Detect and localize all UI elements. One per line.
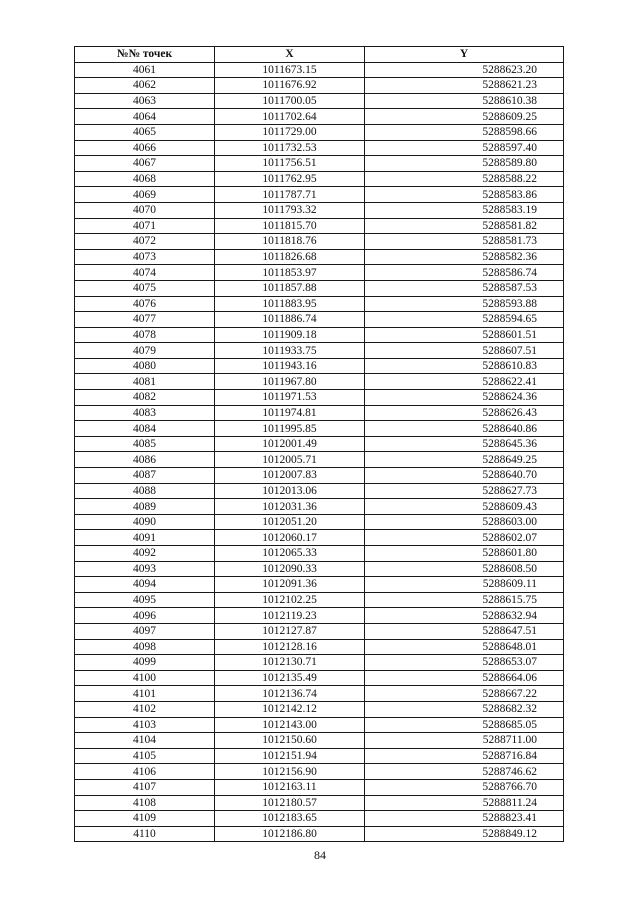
- cell-point-number: 4107: [75, 779, 215, 795]
- table-row: [75, 811, 564, 827]
- cell-x: 1011700.05: [215, 93, 365, 109]
- cell-y: 5288603.00: [365, 514, 564, 530]
- table-row: [75, 421, 564, 437]
- cell-x: 1011818.76: [215, 234, 365, 250]
- cell-y: 5288640.86: [365, 421, 564, 437]
- cell-y: 5288583.19: [365, 202, 564, 218]
- table-row: [75, 234, 564, 250]
- cell-point-number: 4105: [75, 748, 215, 764]
- cell-point-number: 4088: [75, 483, 215, 499]
- table-row: [75, 312, 564, 328]
- cell-point-number: 4101: [75, 686, 215, 702]
- cell-point-number: 4077: [75, 312, 215, 328]
- cell-point-number: 4072: [75, 234, 215, 250]
- cell-y: 5288627.73: [365, 483, 564, 499]
- table-row: [75, 577, 564, 593]
- cell-x: 1012130.71: [215, 655, 365, 671]
- cell-y: 5288626.43: [365, 405, 564, 421]
- cell-y: 5288682.32: [365, 701, 564, 717]
- cell-y: 5288601.51: [365, 327, 564, 343]
- cell-y: 5288608.50: [365, 561, 564, 577]
- table-row: [75, 670, 564, 686]
- cell-point-number: 4087: [75, 468, 215, 484]
- cell-point-number: 4081: [75, 374, 215, 390]
- cell-x: 1012013.06: [215, 483, 365, 499]
- cell-x: 1011815.70: [215, 218, 365, 234]
- cell-point-number: 4089: [75, 499, 215, 515]
- table-row: [75, 343, 564, 359]
- cell-y: 5288581.73: [365, 234, 564, 250]
- table-row: [75, 514, 564, 530]
- cell-point-number: 4106: [75, 764, 215, 780]
- cell-x: 1012128.16: [215, 639, 365, 655]
- table-row: [75, 779, 564, 795]
- cell-x: 1011967.80: [215, 374, 365, 390]
- table-row: [75, 561, 564, 577]
- cell-x: 1012031.36: [215, 499, 365, 515]
- table-row: [75, 327, 564, 343]
- cell-x: 1011933.75: [215, 343, 365, 359]
- cell-point-number: 4063: [75, 93, 215, 109]
- cell-x: 1012135.49: [215, 670, 365, 686]
- cell-point-number: 4094: [75, 577, 215, 593]
- table-row: [75, 764, 564, 780]
- cell-point-number: 4096: [75, 608, 215, 624]
- cell-y: 5288615.75: [365, 592, 564, 608]
- cell-point-number: 4067: [75, 156, 215, 172]
- cell-y: 5288581.82: [365, 218, 564, 234]
- cell-x: 1011676.92: [215, 78, 365, 94]
- table-row: [75, 171, 564, 187]
- cell-point-number: 4109: [75, 811, 215, 827]
- cell-point-number: 4064: [75, 109, 215, 125]
- table-row: [75, 62, 564, 78]
- cell-y: 5288640.70: [365, 468, 564, 484]
- cell-x: 1011853.97: [215, 265, 365, 281]
- table-row: [75, 717, 564, 733]
- cell-y: 5288667.22: [365, 686, 564, 702]
- table-row: [75, 187, 564, 203]
- table-row: [75, 390, 564, 406]
- table-row: [75, 280, 564, 296]
- cell-x: 1012119.23: [215, 608, 365, 624]
- cell-x: 1012143.00: [215, 717, 365, 733]
- cell-x: 1012156.90: [215, 764, 365, 780]
- cell-x: 1012127.87: [215, 623, 365, 639]
- cell-x: 1012005.71: [215, 452, 365, 468]
- table-row: [75, 468, 564, 484]
- table-row: [75, 592, 564, 608]
- cell-x: 1012065.33: [215, 546, 365, 562]
- table-row: [75, 546, 564, 562]
- cell-y: 5288623.20: [365, 62, 564, 78]
- cell-y: 5288746.62: [365, 764, 564, 780]
- table-row: [75, 733, 564, 749]
- table-header-row: [75, 47, 564, 63]
- cell-point-number: 4076: [75, 296, 215, 312]
- cell-x: 1012151.94: [215, 748, 365, 764]
- table-body: [75, 62, 564, 842]
- cell-x: 1012136.74: [215, 686, 365, 702]
- cell-point-number: 4084: [75, 421, 215, 437]
- cell-y: 5288645.36: [365, 436, 564, 452]
- cell-x: 1011974.81: [215, 405, 365, 421]
- cell-x: 1011886.74: [215, 312, 365, 328]
- cell-point-number: 4074: [75, 265, 215, 281]
- cell-point-number: 4090: [75, 514, 215, 530]
- table-row: [75, 686, 564, 702]
- cell-point-number: 4085: [75, 436, 215, 452]
- cell-x: 1012091.36: [215, 577, 365, 593]
- cell-y: 5288587.53: [365, 280, 564, 296]
- cell-point-number: 4080: [75, 358, 215, 374]
- cell-point-number: 4086: [75, 452, 215, 468]
- table-row: [75, 156, 564, 172]
- cell-point-number: 4095: [75, 592, 215, 608]
- cell-point-number: 4091: [75, 530, 215, 546]
- cell-point-number: 4092: [75, 546, 215, 562]
- cell-x: 1011909.18: [215, 327, 365, 343]
- table-row: [75, 452, 564, 468]
- table-row: [75, 78, 564, 94]
- cell-y: 5288582.36: [365, 249, 564, 265]
- cell-y: 5288602.07: [365, 530, 564, 546]
- table-row: [75, 202, 564, 218]
- table-row: [75, 405, 564, 421]
- cell-y: 5288601.80: [365, 546, 564, 562]
- cell-x: 1012102.25: [215, 592, 365, 608]
- cell-y: 5288610.83: [365, 358, 564, 374]
- table-row: [75, 93, 564, 109]
- cell-point-number: 4068: [75, 171, 215, 187]
- cell-x: 1011756.51: [215, 156, 365, 172]
- cell-point-number: 4069: [75, 187, 215, 203]
- cell-x: 1011793.32: [215, 202, 365, 218]
- cell-point-number: 4093: [75, 561, 215, 577]
- cell-y: 5288811.24: [365, 795, 564, 811]
- table-row: [75, 374, 564, 390]
- cell-y: 5288586.74: [365, 265, 564, 281]
- cell-x: 1012183.65: [215, 811, 365, 827]
- page-number: 84: [314, 848, 326, 862]
- cell-point-number: 4079: [75, 343, 215, 359]
- cell-x: 1011729.00: [215, 124, 365, 140]
- cell-x: 1012163.11: [215, 779, 365, 795]
- cell-y: 5288588.22: [365, 171, 564, 187]
- table-row: [75, 639, 564, 655]
- cell-x: 1011971.53: [215, 390, 365, 406]
- cell-x: 1011673.15: [215, 62, 365, 78]
- table-row: [75, 655, 564, 671]
- table-row: [75, 124, 564, 140]
- cell-x: 1012142.12: [215, 701, 365, 717]
- cell-x: 1011732.53: [215, 140, 365, 156]
- cell-y: 5288609.43: [365, 499, 564, 515]
- cell-y: 5288598.66: [365, 124, 564, 140]
- table-row: [75, 358, 564, 374]
- cell-x: 1011943.16: [215, 358, 365, 374]
- cell-point-number: 4097: [75, 623, 215, 639]
- cell-point-number: 4082: [75, 390, 215, 406]
- table-row: [75, 701, 564, 717]
- cell-point-number: 4066: [75, 140, 215, 156]
- cell-point-number: 4083: [75, 405, 215, 421]
- cell-point-number: 4071: [75, 218, 215, 234]
- cell-x: 1012186.80: [215, 826, 365, 842]
- cell-x: 1012150.60: [215, 733, 365, 749]
- table-row: [75, 218, 564, 234]
- cell-y: 5288647.51: [365, 623, 564, 639]
- table-row: [75, 140, 564, 156]
- cell-x: 1011857.88: [215, 280, 365, 296]
- cell-point-number: 4103: [75, 717, 215, 733]
- cell-y: 5288653.07: [365, 655, 564, 671]
- cell-y: 5288597.40: [365, 140, 564, 156]
- cell-x: 1011762.95: [215, 171, 365, 187]
- cell-y: 5288594.65: [365, 312, 564, 328]
- table-row: [75, 795, 564, 811]
- cell-y: 5288849.12: [365, 826, 564, 842]
- cell-point-number: 4100: [75, 670, 215, 686]
- cell-y: 5288766.70: [365, 779, 564, 795]
- table-row: [75, 826, 564, 842]
- cell-point-number: 4075: [75, 280, 215, 296]
- cell-point-number: 4108: [75, 795, 215, 811]
- cell-point-number: 4099: [75, 655, 215, 671]
- cell-x: 1011995.85: [215, 421, 365, 437]
- cell-point-number: 4104: [75, 733, 215, 749]
- cell-x: 1012001.49: [215, 436, 365, 452]
- cell-point-number: 4061: [75, 62, 215, 78]
- cell-point-number: 4070: [75, 202, 215, 218]
- cell-x: 1012060.17: [215, 530, 365, 546]
- cell-y: 5288711.00: [365, 733, 564, 749]
- table-row: [75, 608, 564, 624]
- cell-point-number: 4098: [75, 639, 215, 655]
- table-row: [75, 436, 564, 452]
- cell-y: 5288622.41: [365, 374, 564, 390]
- cell-y: 5288685.05: [365, 717, 564, 733]
- cell-y: 5288664.06: [365, 670, 564, 686]
- cell-point-number: 4110: [75, 826, 215, 842]
- cell-x: 1012051.20: [215, 514, 365, 530]
- table-row: [75, 530, 564, 546]
- table-row: [75, 748, 564, 764]
- cell-y: 5288607.51: [365, 343, 564, 359]
- header-point-number: №№ точек: [75, 47, 215, 63]
- cell-y: 5288624.36: [365, 390, 564, 406]
- cell-y: 5288716.84: [365, 748, 564, 764]
- cell-y: 5288609.11: [365, 577, 564, 593]
- table-row: [75, 109, 564, 125]
- cell-y: 5288632.94: [365, 608, 564, 624]
- cell-point-number: 4102: [75, 701, 215, 717]
- cell-y: 5288621.23: [365, 78, 564, 94]
- coordinates-table: [74, 46, 564, 842]
- table-row: [75, 483, 564, 499]
- table-row: [75, 249, 564, 265]
- table-row: [75, 265, 564, 281]
- cell-y: 5288583.86: [365, 187, 564, 203]
- cell-x: 1011883.95: [215, 296, 365, 312]
- header-x: X: [215, 47, 365, 63]
- cell-y: 5288589.80: [365, 156, 564, 172]
- cell-y: 5288648.01: [365, 639, 564, 655]
- header-y: Y: [365, 47, 564, 63]
- cell-x: 1011826.68: [215, 249, 365, 265]
- table-row: [75, 623, 564, 639]
- cell-x: 1012180.57: [215, 795, 365, 811]
- table-row: [75, 499, 564, 515]
- cell-point-number: 4065: [75, 124, 215, 140]
- cell-y: 5288609.25: [365, 109, 564, 125]
- cell-x: 1012090.33: [215, 561, 365, 577]
- table-row: [75, 296, 564, 312]
- cell-y: 5288610.38: [365, 93, 564, 109]
- cell-point-number: 4062: [75, 78, 215, 94]
- cell-y: 5288823.41: [365, 811, 564, 827]
- cell-point-number: 4073: [75, 249, 215, 265]
- cell-x: 1012007.83: [215, 468, 365, 484]
- cell-y: 5288593.88: [365, 296, 564, 312]
- cell-y: 5288649.25: [365, 452, 564, 468]
- cell-x: 1011787.71: [215, 187, 365, 203]
- cell-x: 1011702.64: [215, 109, 365, 125]
- cell-point-number: 4078: [75, 327, 215, 343]
